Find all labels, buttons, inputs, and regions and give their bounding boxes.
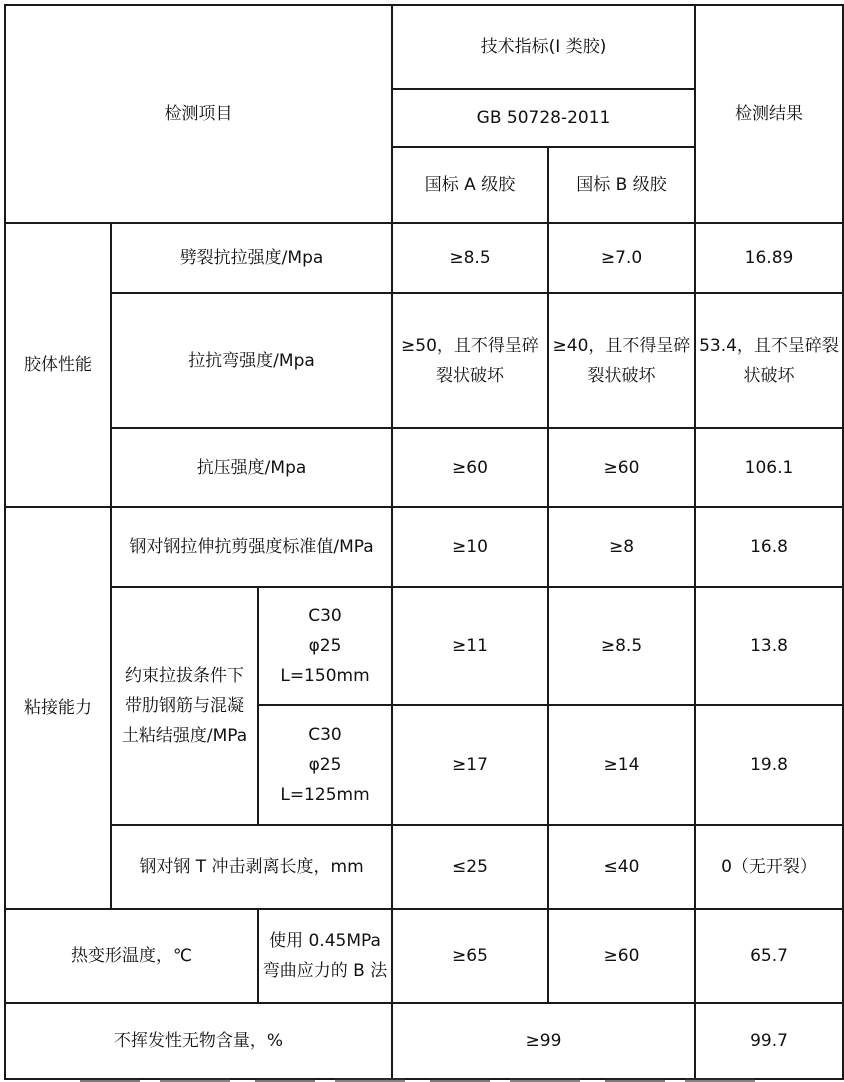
grade-b-value: ≥7.0 (548, 223, 695, 293)
test-condition-line: φ25 (308, 636, 342, 656)
result-value-line: 53.4，且不呈碎裂 (699, 335, 839, 356)
group-bonding: 粘接能力 (5, 507, 111, 909)
grade-a-value: ≤25 (392, 825, 548, 909)
grade-b-value: ≥8 (548, 507, 695, 587)
grade-b-value: ≥60 (548, 909, 695, 1003)
header-grade-a: 国标 A 级胶 (392, 147, 548, 223)
table-row (5, 293, 843, 428)
test-condition (258, 909, 392, 1003)
header-row-1 (5, 5, 843, 89)
grade-a-value: ≥60 (392, 428, 548, 507)
test-results-table (4, 4, 844, 1080)
grade-a-value: ≥11 (392, 587, 548, 705)
grade-a-value: ≥65 (392, 909, 548, 1003)
table-row (5, 223, 843, 293)
header-grade-b: 国标 B 级胶 (548, 147, 695, 223)
test-condition-line: C30 (308, 725, 342, 745)
test-condition-line: 弯曲应力的 B 法 (262, 961, 388, 981)
restraint-pullout-label (111, 587, 258, 825)
grade-b-value: ≥8.5 (548, 587, 695, 705)
row-name: 钢对钢拉伸抗剪强度标准值/MPa (111, 507, 392, 587)
grade-a-value (392, 293, 548, 428)
test-condition-line: 使用 0.45MPa (269, 931, 381, 951)
result-value: 65.7 (695, 909, 843, 1003)
grade-b-value: ≤40 (548, 825, 695, 909)
header-tech-index: 技术指标(I 类胶) (392, 5, 695, 89)
row-name: 劈裂抗拉强度/Mpa (111, 223, 392, 293)
grade-b-value-line: ≥40，且不得呈碎 (552, 335, 691, 356)
header-item: 检测项目 (5, 5, 392, 223)
test-condition (258, 705, 392, 825)
row-name: 不挥发性无物含量，% (5, 1003, 392, 1079)
restraint-pullout-line: 带肋钢筋与混凝 (125, 696, 244, 716)
row-name: 抗压强度/Mpa (111, 428, 392, 507)
result-value: 16.89 (695, 223, 843, 293)
table-row (5, 587, 843, 705)
result-value: 19.8 (695, 705, 843, 825)
table-row (5, 1003, 843, 1079)
row-name: 拉抗弯强度/Mpa (111, 293, 392, 428)
test-condition-line: L=150mm (280, 666, 370, 686)
grade-b-value-line: 裂状破坏 (587, 365, 656, 386)
result-value-line: 状破坏 (743, 365, 795, 386)
test-condition (258, 587, 392, 705)
result-value (695, 293, 843, 428)
row-name: 钢对钢 T 冲击剥离长度，mm (111, 825, 392, 909)
header-standard: GB 50728-2011 (392, 89, 695, 147)
table-row (5, 507, 843, 587)
result-value: 106.1 (695, 428, 843, 507)
table-row (5, 428, 843, 507)
test-condition-line: φ25 (308, 755, 342, 775)
row-name: 热变形温度，℃ (5, 909, 258, 1003)
result-value: 13.8 (695, 587, 843, 705)
grade-a-value: ≥10 (392, 507, 548, 587)
header-result: 检测结果 (695, 5, 843, 223)
page-edge-artifact (80, 1078, 760, 1082)
grade-b-value: ≥14 (548, 705, 695, 825)
test-condition-line: C30 (308, 606, 342, 626)
result-value: 99.7 (695, 1003, 843, 1079)
table-row (5, 909, 843, 1003)
grade-a-value: ≥17 (392, 705, 548, 825)
result-value: 0（无开裂） (695, 825, 843, 909)
result-value: 16.8 (695, 507, 843, 587)
grade-a-value-line: 裂状破坏 (436, 365, 504, 386)
group-colloid: 胶体性能 (5, 223, 111, 507)
table-row (5, 825, 843, 909)
grade-b-value (548, 293, 695, 428)
restraint-pullout-line: 土粘结强度/MPa (121, 726, 248, 746)
restraint-pullout-line: 约束拉拔条件下 (125, 666, 244, 686)
grade-a-value: ≥8.5 (392, 223, 548, 293)
grade-ab-value: ≥99 (392, 1003, 695, 1079)
test-condition-line: L=125mm (280, 785, 370, 805)
grade-b-value: ≥60 (548, 428, 695, 507)
grade-a-value-line: ≥50，且不得呈碎 (401, 335, 539, 356)
